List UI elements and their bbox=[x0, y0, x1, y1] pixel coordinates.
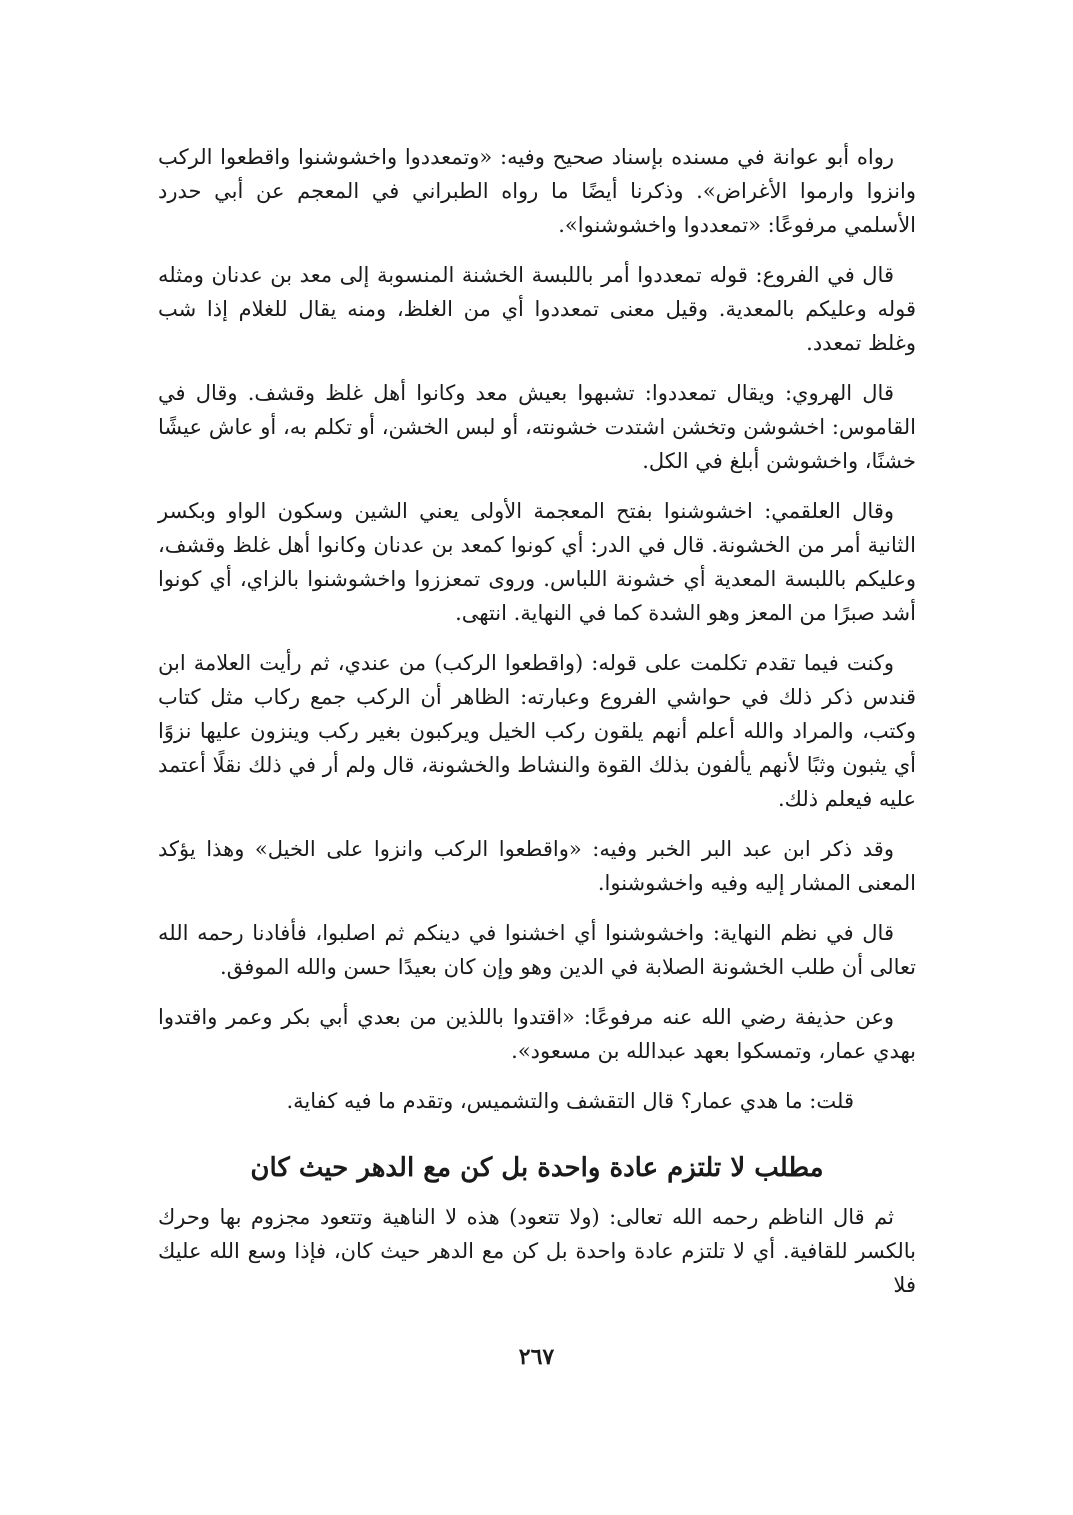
section-paragraph: ثم قال الناظم رحمه الله تعالى: (ولا تتعود) هذه لا الناهية وتتعود مجزوم بها وحرك بالكسر للقافية. أي لا تلتزم عادة واحدة بل كن مع الدهر حيث كان، فإذا وسع الله عليك فلا bbox=[158, 1205, 916, 1297]
paragraph-abu-awana: رواه أبو عوانة في مسنده بإسناد صحيح وفيه: «وتمعددوا واخشوشنوا واقطعوا الركب وانزوا وارموا الأغراض». وذكرنا أيضًا ما رواه الطبراني في المعجم عن أبي حدرد الأسلمي مرفوعًا: «تمعددوا واخشوشنوا». bbox=[158, 145, 916, 237]
paragraph-al-furu: قال في الفروع: قوله تمعددوا أمر باللبسة الخشنة المنسوبة إلى معد بن عدنان ومثله قوله وعليكم بالمعدية. وقيل معنى تمعددوا أي من الغلظ، ومنه يقال للغلام إذا شب وغلظ تمعدد. bbox=[158, 263, 916, 355]
paragraph-ibn-qundus: وكنت فيما تقدم تكلمت على قوله: (واقطعوا الركب) من عندي، ثم رأيت العلامة ابن قندس ذكر ذلك في حواشي الفروع وعبارته: الظاهر أن الركب جمع ركاب مثل كتاب وكتب، والمراد والله أعلم أنهم يلقون ركب الخيل ويركبون بغير ركب وينزون عليها نزوًا أي يثبون وثبًا لأنهم يألفون بذلك القوة والنشاط والخشونة، قال ولم أر في ذلك نقلًا أعتمد عليه فيعلم ذلك. bbox=[158, 651, 916, 811]
body-text bbox=[158, 140, 916, 1318]
paragraph-qultu: قلت: ما هدي عمار؟ قال التقشف والتشميس، وتقدم ما فيه كفاية. bbox=[286, 1089, 854, 1113]
page-number: ٢٦٧ bbox=[518, 1344, 555, 1370]
paragraph-al-harawi: قال الهروي: ويقال تمعددوا: تشبهوا بعيش معد وكانوا أهل غلظ وقشف. وقال في القاموس: اخشوشن وتخشن اشتدت خشونته، أو لبس الخشن، أو تكلم به، أو عاش عيشًا خشنًا، واخشوشن أبلغ في الكل. bbox=[158, 381, 916, 473]
paragraph-nazm-al-nihaya: قال في نظم النهاية: واخشوشنوا أي اخشنوا في دينكم ثم اصلبوا، فأفادنا رحمه الله تعالى أن طلب الخشونة الصلابة في الدين وهو وإن كان بعيدًا حسن والله الموفق. bbox=[158, 921, 916, 979]
paragraph-ibn-abd-al-barr: وقد ذكر ابن عبد البر الخبر وفيه: «واقطعوا الركب وانزوا على الخيل» وهذا يؤكد المعنى المشار إليه وفيه واخشوشنوا. bbox=[158, 837, 916, 895]
section-heading: مطلب لا تلتزم عادة واحدة بل كن مع الدهر حيث كان bbox=[250, 1153, 824, 1183]
paragraph-al-alqami: وقال العلقمي: اخشوشنوا بفتح المعجمة الأولى يعني الشين وسكون الواو وبكسر الثانية أمر من الخشونة. قال في الدر: أي كونوا كمعد بن عدنان وكانوا أهل غلظ وقشف، وعليكم باللبسة المعدية أي خشونة اللباس. وروى تمعززوا واخشوشنوا بالزاي، أي كونوا أشد صبرًا من المعز وهو الشدة كما في النهاية. انتهى. bbox=[158, 499, 916, 625]
paragraph-hudhayfa: وعن حذيفة رضي الله عنه مرفوعًا: «اقتدوا باللذين من بعدي أبي بكر وعمر واقتدوا بهدي عمار، وتمسكوا بعهد عبدالله بن مسعود». bbox=[158, 1005, 916, 1063]
